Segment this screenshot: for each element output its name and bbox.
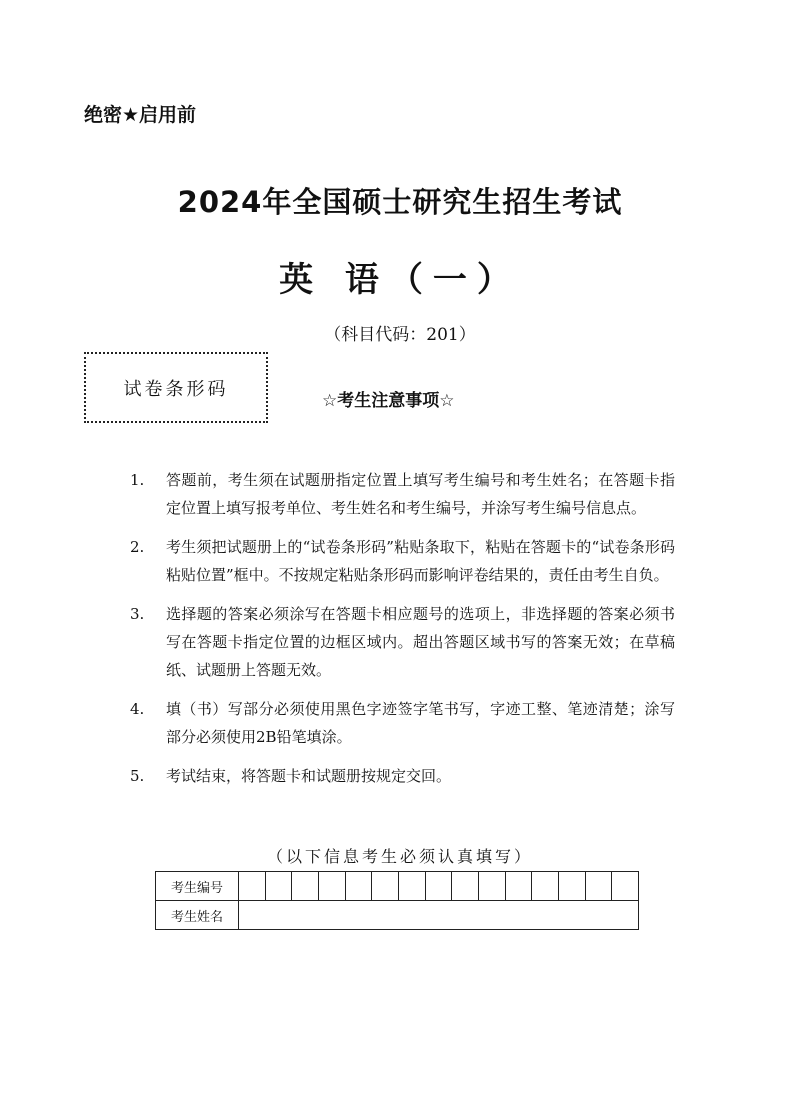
instruction-item	[130, 533, 675, 589]
instruction-item	[130, 466, 675, 522]
exam-number-digit-box[interactable]	[292, 872, 319, 901]
instruction-number: 3.	[130, 605, 145, 623]
instruction-item	[130, 762, 675, 790]
exam-number-digit-box[interactable]	[399, 872, 426, 901]
exam-number-digit-box[interactable]	[478, 872, 505, 901]
instruction-text: 考生须把试题册上的“试卷条形码”粘贴条取下，粘贴在答题卡的“试卷条形码粘贴位置”框中。不按规定粘贴条形码而影响评卷结果的，责任由考生自负。	[166, 538, 675, 584]
exam-number-row	[156, 872, 639, 901]
exam-number-digit-box[interactable]	[532, 872, 559, 901]
name-label: 考生姓名	[156, 901, 239, 930]
instructions-list	[130, 466, 675, 801]
name-field[interactable]	[239, 901, 639, 930]
info-form-heading: （以下信息考生必须认真填写）	[266, 847, 533, 866]
exam-number-digit-box[interactable]	[345, 872, 372, 901]
barcode-placeholder-box	[84, 352, 268, 423]
instruction-text: 考试结束，将答题卡和试题册按规定交回。	[166, 767, 452, 785]
instruction-item	[130, 695, 675, 751]
instruction-number: 5.	[130, 767, 145, 785]
subject-title: 英 语（一）	[279, 260, 521, 300]
exam-number-digit-box[interactable]	[425, 872, 452, 901]
barcode-label: 试卷条形码	[123, 378, 229, 400]
instruction-item	[130, 600, 675, 684]
exam-title: 2024年全国硕士研究生招生考试	[177, 185, 623, 219]
instruction-number: 4.	[130, 700, 145, 718]
candidate-info-table	[155, 871, 639, 930]
exam-number-digit-box[interactable]	[505, 872, 532, 901]
subject-code: （科目代码：201）	[324, 325, 476, 345]
instruction-number: 1.	[130, 471, 145, 489]
instruction-number: 2.	[130, 538, 145, 556]
instruction-text: 填（书）写部分必须使用黑色字迹签字笔书写，字迹工整、笔迹清楚；涂写部分必须使用2B铅笔填涂。	[166, 700, 675, 746]
notice-heading: ☆考生注意事项☆	[322, 391, 455, 411]
name-row	[156, 901, 639, 930]
exam-number-digit-box[interactable]	[239, 872, 266, 901]
exam-number-digit-box[interactable]	[612, 872, 639, 901]
instruction-text: 选择题的答案必须涂写在答题卡相应题号的选项上，非选择题的答案必须书写在答题卡指定位置的边框区域内。超出答题区域书写的答案无效；在草稿纸、试题册上答题无效。	[166, 605, 675, 679]
exam-number-digit-box[interactable]	[265, 872, 292, 901]
instruction-text: 答题前，考生须在试题册指定位置上填写考生编号和考生姓名；在答题卡指定位置上填写报考单位、考生姓名和考生编号，并涂写考生编号信息点。	[166, 471, 675, 517]
exam-number-digit-box[interactable]	[585, 872, 612, 901]
exam-number-digit-box[interactable]	[558, 872, 585, 901]
exam-number-digit-box[interactable]	[319, 872, 346, 901]
confidential-mark: 绝密★启用前	[84, 104, 197, 126]
exam-number-label: 考生编号	[156, 872, 239, 901]
exam-number-digit-box[interactable]	[452, 872, 479, 901]
exam-number-digit-box[interactable]	[372, 872, 399, 901]
